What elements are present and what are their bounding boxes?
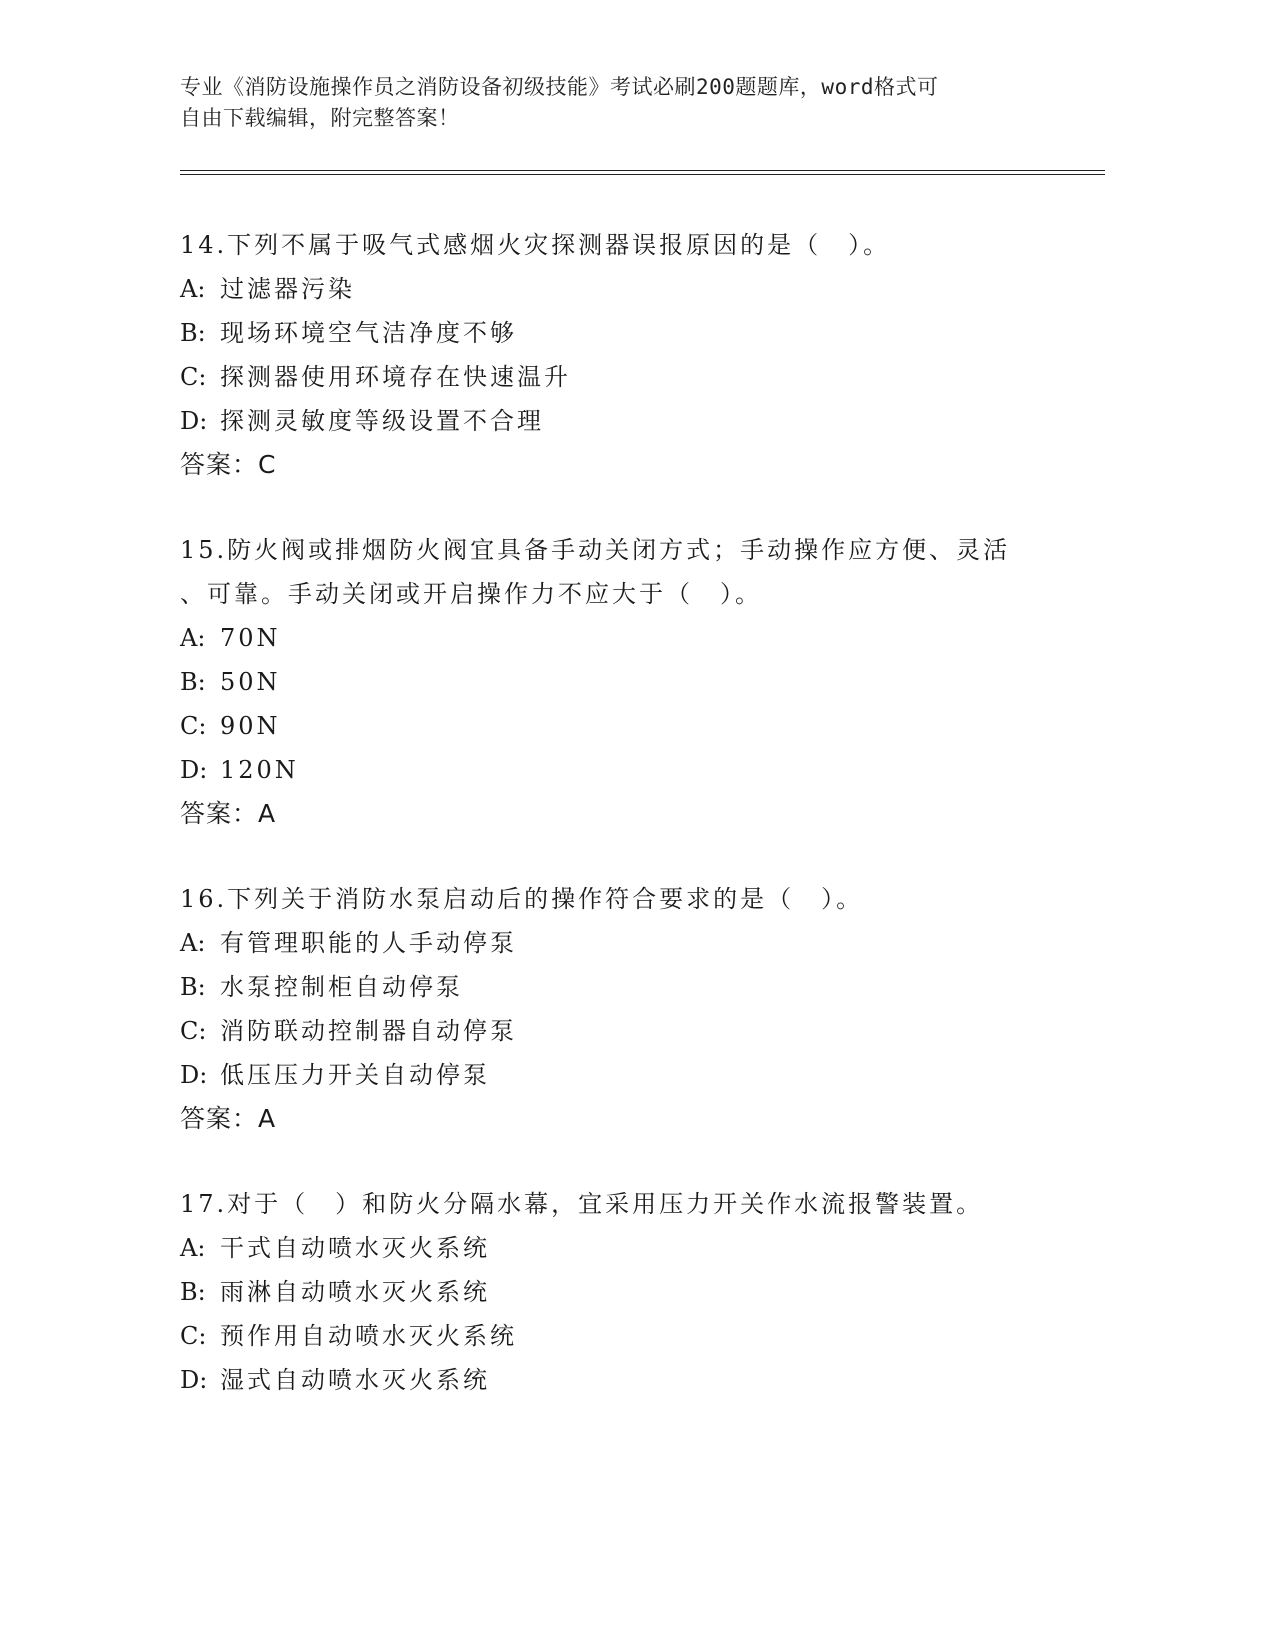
question-stem: 14.下列不属于吸气式感烟火灾探测器误报原因的是（ ）。	[180, 231, 891, 259]
question-16	[180, 877, 1060, 1141]
option-key: C:	[180, 1017, 207, 1045]
option-text: 120N	[220, 756, 299, 784]
option-a	[180, 616, 1060, 660]
question-stem-line-2: 、可靠。手动关闭或开启操作力不应大于（ ）。	[180, 580, 762, 608]
option-text: 预作用自动喷水灭火系统	[220, 1322, 517, 1350]
option-key: A:	[180, 929, 206, 957]
question-stem-line-1: 15.防火阀或排烟防火阀宜具备手动关闭方式；手动操作应方便、灵活	[180, 536, 1011, 564]
question-15	[180, 528, 1060, 836]
option-text: 90N	[220, 712, 281, 740]
option-b	[180, 965, 1060, 1009]
option-text: 水泵控制柜自动停泵	[220, 973, 463, 1001]
question-17	[180, 1182, 1060, 1402]
option-text: 消防联动控制器自动停泵	[220, 1017, 517, 1045]
header-line-2: 自由下载编辑，附完整答案！	[180, 106, 460, 130]
option-key: B:	[180, 668, 206, 696]
option-c	[180, 704, 1060, 748]
header-divider-bottom	[180, 174, 1105, 175]
option-b	[180, 1270, 1060, 1314]
option-c	[180, 1314, 1060, 1358]
option-d	[180, 1053, 1060, 1097]
option-key: A:	[180, 275, 206, 303]
answer-line: 答案：C	[180, 450, 277, 479]
option-key: D:	[180, 407, 208, 435]
option-key: C:	[180, 1322, 207, 1350]
header-line-1: 专业《消防设施操作员之消防设备初级技能》考试必刷200题题库，word格式可	[180, 75, 939, 99]
option-d	[180, 748, 1060, 792]
option-key: A:	[180, 624, 206, 652]
option-text: 探测灵敏度等级设置不合理	[220, 407, 544, 435]
option-a	[180, 921, 1060, 965]
document-header	[180, 72, 1040, 134]
question-stem: 16.下列关于消防水泵启动后的操作符合要求的是（ ）。	[180, 885, 864, 913]
option-text: 雨淋自动喷水灭火系统	[220, 1278, 490, 1306]
option-a	[180, 267, 1060, 311]
option-text: 过滤器污染	[220, 275, 355, 303]
option-c	[180, 1009, 1060, 1053]
option-text: 50N	[220, 668, 281, 696]
option-text: 干式自动喷水灭火系统	[220, 1234, 490, 1262]
option-key: C:	[180, 712, 207, 740]
option-a	[180, 1226, 1060, 1270]
option-b	[180, 660, 1060, 704]
question-stem: 17.对于（ ）和防火分隔水幕，宜采用压力开关作水流报警装置。	[180, 1190, 984, 1218]
option-key: C:	[180, 363, 207, 391]
option-text: 低压压力开关自动停泵	[220, 1061, 490, 1089]
option-key: D:	[180, 1366, 208, 1394]
option-text: 现场环境空气洁净度不够	[220, 319, 517, 347]
option-c	[180, 355, 1060, 399]
option-key: D:	[180, 1061, 208, 1089]
option-b	[180, 311, 1060, 355]
answer-line: 答案：A	[180, 1104, 277, 1133]
question-14	[180, 223, 1060, 487]
option-text: 有管理职能的人手动停泵	[220, 929, 517, 957]
header-divider-top	[180, 170, 1105, 171]
option-text: 70N	[220, 624, 281, 652]
option-key: B:	[180, 1278, 206, 1306]
option-key: D:	[180, 756, 208, 784]
option-text: 湿式自动喷水灭火系统	[220, 1366, 490, 1394]
option-key: B:	[180, 973, 206, 1001]
option-d	[180, 1358, 1060, 1402]
option-key: A:	[180, 1234, 206, 1262]
option-text: 探测器使用环境存在快速温升	[220, 363, 571, 391]
answer-line: 答案：A	[180, 799, 277, 828]
option-key: B:	[180, 319, 206, 347]
option-d	[180, 399, 1060, 443]
